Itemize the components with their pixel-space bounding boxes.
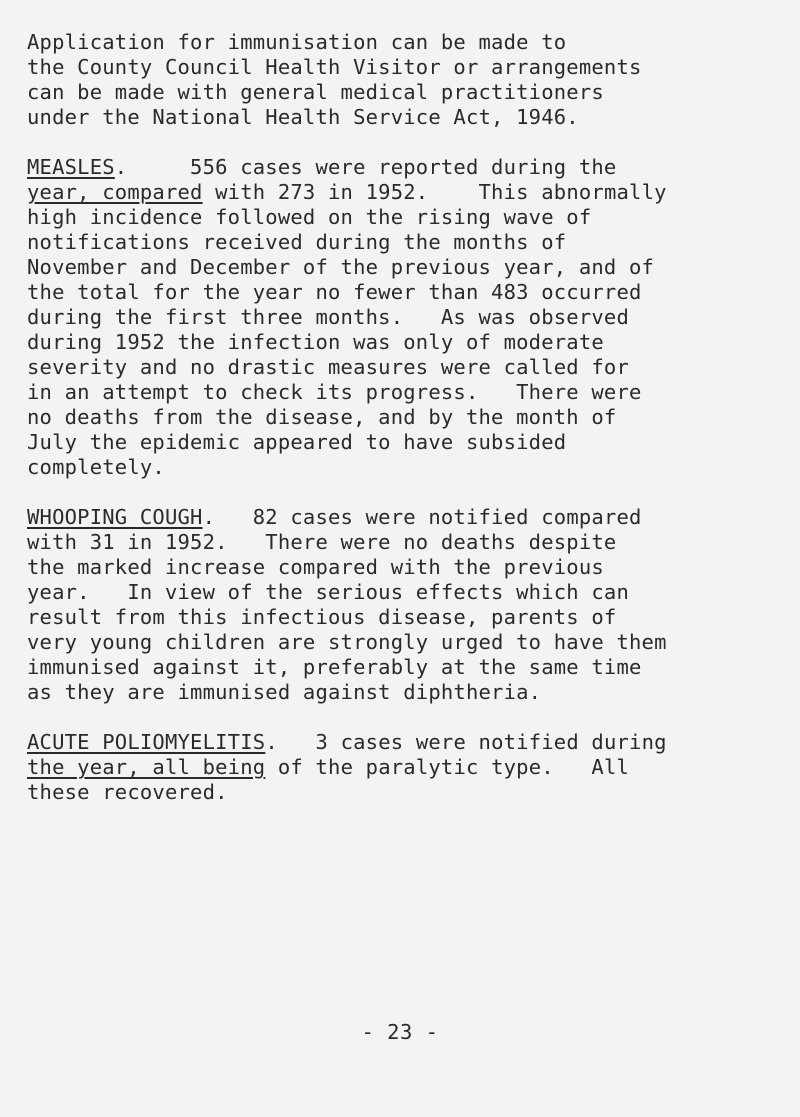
- whooping-cough-heading: WHOOPING COUGH: [27, 505, 203, 529]
- whooping-cough-paragraph: [27, 505, 787, 705]
- text-line: November and December of the previous year, and of: [27, 255, 655, 279]
- measles-underlined-continuation: year, compared: [27, 180, 203, 204]
- text-line: Application for immunisation can be made to: [27, 30, 567, 54]
- text-line: high incidence followed on the rising wave of: [27, 205, 592, 229]
- text-line: during the first three months. As was observed: [27, 305, 630, 329]
- intro-paragraph: [27, 30, 787, 130]
- text-line: year. In view of the serious effects which can: [27, 580, 630, 604]
- poliomyelitis-heading: ACUTE POLIOMYELITIS: [27, 730, 266, 754]
- text-line: the total for the year no fewer than 483 occurred: [27, 280, 642, 304]
- poliomyelitis-paragraph: [27, 730, 787, 805]
- text-line: notifications received during the months of: [27, 230, 567, 254]
- text-line: in an attempt to check its progress. There were: [27, 380, 642, 404]
- text-line: [27, 180, 787, 205]
- text-line: [27, 730, 787, 755]
- text-line: during 1952 the infection was only of moderate: [27, 330, 604, 354]
- text-line: these recovered.: [27, 780, 228, 804]
- text-line: severity and no drastic measures were called for: [27, 355, 630, 379]
- measles-line-rest: . 556 cases were reported during the: [114, 155, 617, 179]
- text-line: no deaths from the disease, and by the month of: [27, 405, 617, 429]
- text-line: can be made with general medical practitioners: [27, 80, 604, 104]
- measles-line-rest: with 273 in 1952. This abnormally: [202, 180, 667, 204]
- polio-line-rest: . 3 cases were notified during: [265, 730, 667, 754]
- text-line: [27, 505, 787, 530]
- text-column: [27, 30, 787, 830]
- whooping-line-rest: . 82 cases were notified compared: [202, 505, 642, 529]
- text-line: the County Council Health Visitor or arrangements: [27, 55, 642, 79]
- measles-paragraph: [27, 155, 787, 480]
- polio-line-rest: of the paralytic type. All: [265, 755, 630, 779]
- text-line: very young children are strongly urged to have them: [27, 630, 667, 654]
- text-line: [27, 755, 787, 780]
- text-line: result from this infectious disease, parents of: [27, 605, 617, 629]
- text-line: as they are immunised against diphtheria.: [27, 680, 542, 704]
- text-line: with 31 in 1952. There were no deaths despite: [27, 530, 617, 554]
- measles-heading: MEASLES: [27, 155, 115, 179]
- text-line: July the epidemic appeared to have subsided: [27, 430, 567, 454]
- text-line: immunised against it, preferably at the same time: [27, 655, 642, 679]
- polio-underlined-continuation: the year, all being: [27, 755, 266, 779]
- text-line: completely.: [27, 455, 165, 479]
- page-number: - 23 -: [361, 1020, 439, 1044]
- text-line: under the National Health Service Act, 1946.: [27, 105, 579, 129]
- text-line: [27, 155, 787, 180]
- text-line: the marked increase compared with the previous: [27, 555, 604, 579]
